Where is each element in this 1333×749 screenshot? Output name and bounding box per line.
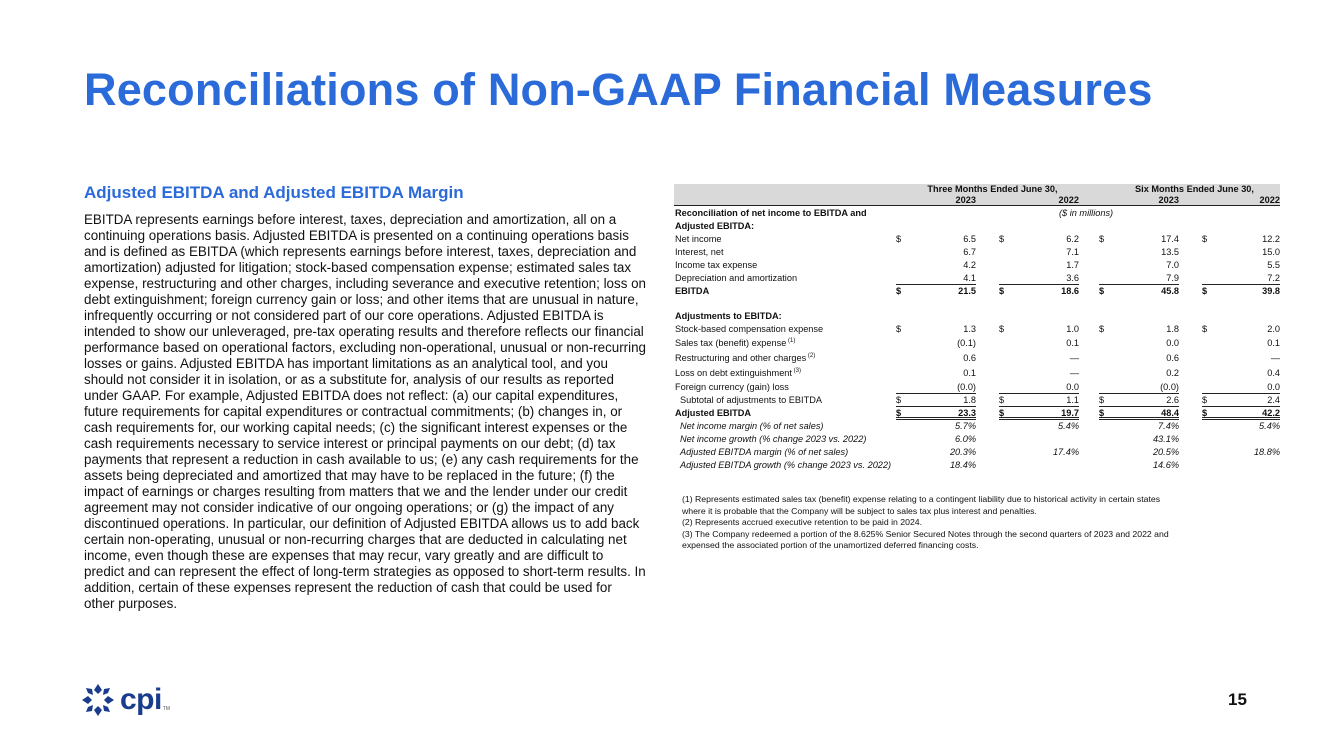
cell-value: 48.4 bbox=[1161, 408, 1179, 418]
cell-value: 7.0 bbox=[1166, 260, 1179, 270]
cell-value: 6.5 bbox=[963, 234, 976, 244]
underline-rule bbox=[1099, 407, 1179, 420]
row-label: Restructuring and other charges $^{(2)}$ bbox=[675, 353, 816, 363]
cell-value: 7.4% bbox=[1158, 421, 1179, 431]
cell-value: 42.2 bbox=[1262, 408, 1280, 418]
table-row bbox=[674, 420, 1280, 433]
cell-value: 1.8 bbox=[1166, 324, 1179, 334]
underline-rule bbox=[896, 407, 976, 420]
cell-value: 17.4 bbox=[1161, 234, 1179, 244]
cell-value: 20.5% bbox=[1152, 447, 1179, 457]
cell-value: 0.0 bbox=[1166, 338, 1179, 348]
section-label-reconciliation: Reconciliation of net income to EBITDA and ($ in millions) bbox=[675, 208, 1114, 218]
table-row bbox=[674, 351, 1280, 366]
cell-value: 4.2 bbox=[963, 260, 976, 270]
cell-value: 0.6 bbox=[963, 353, 976, 363]
currency-symbol: $ bbox=[999, 324, 1005, 334]
cell-value: 39.8 bbox=[1262, 286, 1280, 296]
cell-value: 18.8% bbox=[1253, 447, 1280, 457]
row-label: Loss on debt extinguishment $^{(3)}$ bbox=[675, 368, 801, 378]
footnote-line: where it is probable that the Company will be subject to sales tax plus interest and penalties. bbox=[682, 505, 1037, 516]
section-body-text: EBITDA represents earnings before interest, taxes, depreciation and amortization, all on a continuing operations basis. Adjusted EBITDA is presented on a continuing operations basis and is defined as EBITDA (which represents earnings before interest, taxes, depreciation and amortization) adjusted for litigation; stock-based compensation expense; estimated sales tax expense, restructuring and other charges, including severance and executive retention; loss on debt extinguishment; foreign currency gain or loss; and other items that are unusual in nature, infrequently occurring or not considered part of our core operations. Adjusted EBITDA is intended to show our unleveraged, pre-tax operating results and therefore reflects our financial performance based on operational factors, excluding non-operational, unusual or non-recurring losses or gains. Adjusted EBITDA has important limitations as an analytical tool, and you should not consider it in isolation, or as a substitute for, analysis of our results as reported under GAAP. For example, Adjusted EBITDA does not reflect: (a) our capital expenditures, future requirements for capital expenditures or contractual commitments; (b) changes in, or cash requirements for, our working capital needs; (c) the significant interest expenses or the cash requirements necessary to service interest or principal payments on our debt; (d) tax payments that represent a reduction in cash available to us; (e) any cash requirements for the assets being depreciated and amortized that may have to be replaced in the future; (f) the impact of earnings or charges resulting from matters that we and the lender under our credit agreement may not consider indicative of our ongoing operations; or (g) the impact of any discontinued operations. In particular, our definition of Adjusted EBITDA allows us to add back certain non-operating, unusual or non-recurring charges that are deducted in calculating net income, even though these are expenses that may recur, vary greatly and are difficult to predict and can represent the effect of long-term strategies as opposed to short-term results. In addition, certain of these expenses represent the reduction of cash that could be used for other purposes. bbox=[84, 212, 647, 611]
table-row bbox=[674, 233, 1280, 246]
cell-value: (0.0) bbox=[957, 382, 976, 392]
table-row-ebitda bbox=[674, 285, 1280, 298]
underline-rule bbox=[896, 394, 976, 407]
header-six-months: Six Months Ended June 30, bbox=[1135, 184, 1254, 194]
currency-symbol: $ bbox=[999, 286, 1005, 296]
cpi-logo bbox=[80, 682, 170, 718]
currency-symbol: $ bbox=[999, 234, 1005, 244]
footnote-ref: (1) bbox=[786, 338, 796, 344]
row-label: Depreciation and amortization bbox=[675, 273, 798, 283]
cell-value: 7.2 bbox=[1267, 273, 1280, 283]
cell-value: (0.1) bbox=[957, 338, 976, 348]
cell-value: — bbox=[1270, 353, 1280, 363]
cpi-logo-text: cpi bbox=[120, 683, 162, 716]
footnote-ref: (2) bbox=[806, 353, 816, 359]
reconciliation-table bbox=[674, 184, 1280, 472]
table-header-groups bbox=[674, 184, 1280, 195]
footnote-line: expensed the associated portion of the unamortized deferred financing costs. bbox=[682, 540, 979, 550]
underline-rule bbox=[999, 272, 1079, 285]
currency-symbol: $ bbox=[896, 408, 902, 418]
page-number: 15 bbox=[1228, 690, 1247, 709]
cell-value: 15.0 bbox=[1262, 247, 1280, 257]
cell-value: 21.5 bbox=[958, 286, 976, 296]
currency-symbol: $ bbox=[999, 408, 1005, 418]
table-row bbox=[674, 366, 1280, 381]
cell-value: 0.2 bbox=[1166, 368, 1179, 378]
cell-value: 1.0 bbox=[1066, 324, 1079, 334]
cell-value: 6.7 bbox=[963, 247, 976, 257]
currency-symbol: $ bbox=[896, 395, 902, 405]
underline-rule bbox=[999, 394, 1079, 407]
footnote-line: (3) The Company redeemed a portion of the 8.625% Senior Secured Notes through the second quarters of 2023 and 2022 and bbox=[682, 528, 1169, 539]
row-label: Income tax expense bbox=[675, 260, 758, 270]
header-year: 2022 bbox=[1058, 195, 1079, 205]
cell-value: 0.1 bbox=[1066, 338, 1079, 348]
underline-rule bbox=[999, 381, 1079, 394]
underline-rule bbox=[896, 381, 976, 394]
currency-symbol: $ bbox=[1099, 408, 1105, 418]
currency-symbol: $ bbox=[896, 324, 902, 334]
cell-value: 13.5 bbox=[1161, 247, 1179, 257]
currency-symbol: $ bbox=[1202, 408, 1208, 418]
table-row bbox=[674, 433, 1280, 446]
cell-value: 14.6% bbox=[1152, 460, 1179, 470]
cell-value: — bbox=[1069, 368, 1079, 378]
header-year: 2023 bbox=[955, 195, 976, 205]
cell-value: 18.4% bbox=[949, 460, 976, 470]
table-row bbox=[674, 336, 1280, 351]
row-label: Net income growth (% change 2023 vs. 2022) bbox=[680, 434, 867, 444]
currency-symbol: $ bbox=[1099, 395, 1105, 405]
cell-value: 18.6 bbox=[1061, 286, 1079, 296]
cell-value: 20.3% bbox=[949, 447, 976, 457]
table-row bbox=[674, 446, 1280, 459]
currency-symbol: $ bbox=[896, 286, 902, 296]
row-label: Net income margin (% of net sales) bbox=[680, 421, 824, 431]
underline-rule bbox=[999, 407, 1079, 420]
cell-value: 45.8 bbox=[1161, 286, 1179, 296]
cell-value: 7.1 bbox=[1066, 247, 1079, 257]
cell-value: 0.0 bbox=[1066, 382, 1079, 392]
currency-symbol: $ bbox=[1099, 286, 1105, 296]
cell-value: 1.1 bbox=[1066, 395, 1079, 405]
header-three-months: Three Months Ended June 30, bbox=[927, 184, 1058, 194]
cell-value: 0.6 bbox=[1166, 353, 1179, 363]
cell-value: 19.7 bbox=[1061, 408, 1079, 418]
row-label: Adjusted EBITDA growth (% change 2023 vs. 2022) bbox=[680, 460, 892, 470]
row-label: Sales tax (benefit) expense $^{(1)}$ bbox=[675, 338, 796, 348]
currency-symbol: $ bbox=[999, 395, 1005, 405]
row-label: Interest, net bbox=[675, 247, 724, 257]
row-label: Adjusted EBITDA bbox=[675, 408, 752, 418]
currency-symbol: $ bbox=[896, 234, 902, 244]
underline-rule bbox=[1202, 394, 1280, 407]
cell-value: 6.2 bbox=[1066, 234, 1079, 244]
cell-value: 4.1 bbox=[963, 273, 976, 283]
table-row bbox=[674, 259, 1280, 272]
cell-value: 2.6 bbox=[1166, 395, 1179, 405]
cell-value: 7.9 bbox=[1166, 273, 1179, 283]
cell-value: 3.6 bbox=[1066, 273, 1079, 283]
underline-rule bbox=[1099, 272, 1179, 285]
row-label: EBITDA bbox=[675, 286, 710, 296]
underline-rule bbox=[1202, 407, 1280, 420]
currency-symbol: $ bbox=[1202, 395, 1208, 405]
cell-value: 17.4% bbox=[1052, 447, 1079, 457]
footnote-line: (1) Represents estimated sales tax (benefit) expense relating to a contingent liability due to historical activity in certain states bbox=[682, 494, 1161, 504]
cell-value: (0.0) bbox=[1160, 382, 1179, 392]
row-label: Stock-based compensation expense bbox=[675, 324, 824, 334]
cell-value: 23.3 bbox=[958, 408, 976, 418]
cell-value: 0.1 bbox=[963, 368, 976, 378]
cell-value: 1.8 bbox=[963, 395, 976, 405]
currency-symbol: $ bbox=[1202, 234, 1208, 244]
cell-value: 1.7 bbox=[1066, 260, 1079, 270]
row-label: Subtotal of adjustments to EBITDA bbox=[680, 395, 822, 405]
cell-value: 2.0 bbox=[1267, 324, 1280, 334]
row-label: Adjusted EBITDA margin (% of net sales) bbox=[680, 447, 849, 457]
cell-value: 0.4 bbox=[1267, 368, 1280, 378]
currency-symbol: $ bbox=[1099, 234, 1105, 244]
underline-rule bbox=[1202, 272, 1280, 285]
table-row bbox=[674, 272, 1280, 285]
cell-value: 12.2 bbox=[1262, 234, 1280, 244]
cell-value: 5.7% bbox=[955, 421, 976, 431]
underline-rule bbox=[1202, 381, 1280, 394]
row-label: Foreign currency (gain) loss bbox=[675, 382, 789, 392]
section-heading: Adjusted EBITDA and Adjusted EBITDA Margin bbox=[84, 183, 464, 202]
table-row bbox=[674, 381, 1280, 394]
underline-rule bbox=[1099, 381, 1179, 394]
cell-value: 2.4 bbox=[1267, 395, 1280, 405]
units-label: ($ in millions) bbox=[1059, 208, 1114, 218]
table-row bbox=[674, 246, 1280, 259]
footnotes bbox=[682, 494, 1242, 552]
currency-symbol: $ bbox=[1099, 324, 1105, 334]
cell-value: 5.4% bbox=[1259, 421, 1280, 431]
table-row-subtotal bbox=[674, 394, 1280, 407]
footnote-ref: (3) bbox=[791, 368, 801, 374]
table-row bbox=[674, 323, 1280, 336]
cell-value: 1.3 bbox=[963, 324, 976, 334]
table-row-adjusted-ebitda bbox=[674, 407, 1280, 420]
cell-value: 6.0% bbox=[955, 434, 976, 444]
section-label-reconciliation-2: Adjusted EBITDA: bbox=[675, 221, 755, 231]
cell-value: 5.5 bbox=[1267, 260, 1280, 270]
cell-value: 43.1% bbox=[1152, 434, 1179, 444]
cell-value: 5.4% bbox=[1058, 421, 1079, 431]
cpi-logo-icon bbox=[80, 682, 116, 718]
cell-value: — bbox=[1069, 353, 1079, 363]
table-header-years bbox=[674, 195, 1280, 206]
trademark-mark: TM bbox=[162, 706, 171, 712]
page-title: Reconciliations of Non-GAAP Financial Measures bbox=[84, 64, 1153, 115]
table-row bbox=[674, 459, 1280, 472]
underline-rule bbox=[1099, 394, 1179, 407]
section-label-adjustments: Adjustments to EBITDA: bbox=[675, 311, 782, 321]
row-label: Net income bbox=[675, 234, 722, 244]
header-year: 2023 bbox=[1158, 195, 1179, 205]
currency-symbol: $ bbox=[1202, 324, 1208, 334]
currency-symbol: $ bbox=[1202, 286, 1208, 296]
underline-rule bbox=[896, 272, 976, 285]
cell-value: 0.1 bbox=[1267, 338, 1280, 348]
cell-value: 0.0 bbox=[1267, 382, 1280, 392]
footnote-line: (2) Represents accrued executive retention to be paid in 2024. bbox=[682, 517, 923, 527]
header-year: 2022 bbox=[1259, 195, 1280, 205]
